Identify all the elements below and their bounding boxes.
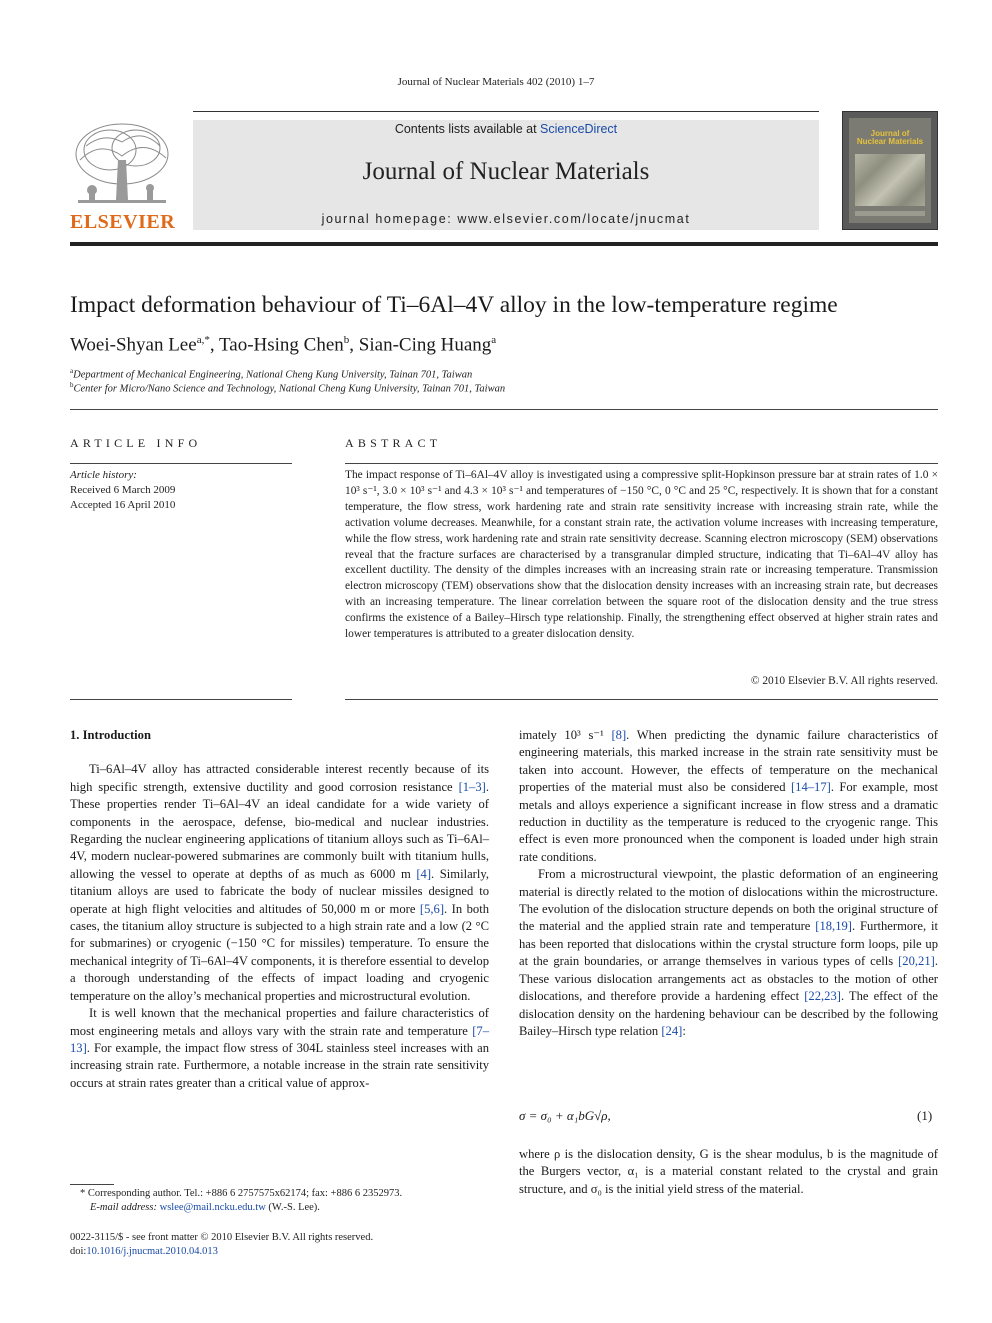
- issn-line: 0022-3115/$ - see front matter © 2010 Elsevier B.V. All rights reserved.: [70, 1232, 374, 1243]
- citation-link[interactable]: [1–3]: [458, 779, 486, 794]
- article-title: Impact deformation behaviour of Ti–6Al–4V alloy in the low-temperature regime: [70, 292, 838, 318]
- abstract-bottom-rule: [345, 699, 938, 700]
- email-footnote: E-mail address: wslee@mail.ncku.edu.tw (W.-S. Lee).: [90, 1202, 320, 1213]
- contents-line: [193, 122, 819, 136]
- paragraph: It is well known that the mechanical properties and failure characteristics of most engineering metals and alloys vary with the strain rate and temperature [7–13]. For example, the impact flow stress of 304L stainless steel increases with an increasing strain rate. Furthermore, a notable increase in the strain rate sensitivity occurs at strain rates greater than a critical value of approx-: [70, 1006, 489, 1090]
- citation-link[interactable]: [4]: [416, 866, 432, 881]
- article-history: [70, 468, 292, 513]
- left-column: [70, 727, 489, 1092]
- author-list: Woei-Shyan Lee$^{a,*}$, Tao-Hsing Chen$^b$, Sian-Cing Huang$^a$: [70, 334, 497, 356]
- equation: σ = σ₀ + α₁bG√ρ,: [519, 1108, 611, 1123]
- author-name[interactable]: Tao-Hsing Chen: [219, 334, 344, 356]
- abstract-text: The impact response of Ti–6Al–4V alloy is investigated using a compressive split-Hopkinson pressure bar at strain rates of 1.0 × 10³ s⁻¹, 3.0 × 10³ s⁻¹ and 4.3 × 10³ s⁻¹ and temperatures of −150 °C, 0 °C and 25 °C, respectively. It is shown that for a constant temperature, the flow stress, work hardening rate and strain rate sensitivity increase with increasing strain rate, while the activation volume decreases. Meanwhile, for a constant strain rate, the activation volume increases with increasing temperature, while the flow stress, work hardening rate and strain rate sensitivity decrease. Scanning electron microscopy (SEM) observations reveal that the fracture surfaces are characterised by a transgranular dimpled structure, indicating that Ti–6Al–4V alloy has excellent ductility. The density of the dimples increases with an increasing strain rate or increasing temperature. Transmission electron microscopy (TEM) observations show that the dislocation density increases with an increasing strain rate, but decreases with an increasing temperature. The linear correlation between the square root of the dislocation density and the true stress confirms the existence of a Bailey–Hirsch type relationship. Finally, the strengthening effect observed at higher strain rates and lower temperatures is attributed to a greater dislocation density.: [345, 469, 938, 641]
- author-name[interactable]: Woei-Shyan Lee: [70, 334, 197, 356]
- elsevier-wordmark: ELSEVIER: [70, 211, 176, 233]
- author-mark: b: [343, 334, 350, 346]
- header-rule: [193, 111, 819, 112]
- citation-link[interactable]: [5,6]: [419, 901, 445, 916]
- affiliation: $^a$Department of Mechanical Engineering, National Cheng Kung University, Tainan 701, Taiwan: [70, 367, 473, 381]
- citation-link[interactable]: [18,19]: [815, 919, 852, 934]
- cover-image: [855, 154, 925, 206]
- article-info-rule: [70, 463, 292, 464]
- citation-link[interactable]: [7–13]: [70, 1023, 489, 1055]
- contents-prefix: Contents lists available at: [394, 122, 541, 136]
- received-date: Received 6 March 2009: [70, 484, 176, 496]
- paragraph: imately 10³ s⁻¹ [8]. When predicting the dynamic failure characteristics of engineering materials, this marked increase in the strain rate sensitivity must be taken into account. However, the effects of temperature on the mechanical properties of the material must also be considered [14–17]. For example, most metals and alloys experience a significant increase in flow stress and a dramatic reduction in ductility as the temperature is reduced to the cryogenic range. This effect is even more pronounced when the component is loaded under high strain rate conditions.: [519, 728, 938, 864]
- citation-link[interactable]: [8]: [611, 728, 627, 742]
- abstract-heading: ABSTRACT: [345, 436, 442, 450]
- paragraph: Ti–6Al–4V alloy has attracted considerable interest recently because of its high specific strength, extensive ductility and good corrosion resistance [1–3]. These properties render Ti–6Al–4V an ideal candidate for a wide variety of components in the aerospace, defense, bio-medical and nuclear industries. Regarding the nuclear engineering applications of titanium alloys such as Ti–6Al–4V, modern nuclear-powered submarines are commonly built with titanium hulls, allowing the vessel to operate at depths of as much as 6000 m [4]. Similarly, titanium alloys are used to fabricate the body of nuclear missiles designed to operate at high flight velocities and altitudes of 50,000 m or more [5,6]. In both cases, the titanium alloy structure is subjected to a high strain rate and a low (2 °C for submarines) or cryogenic (−150 °C for missiles) temperature. To ensure the mechanical integrity of Ti–6Al–4V components, it is therefore essential to develop a thorough understanding of the effects of impact loading and cryogenic temperature on the alloy’s mechanical properties and microstructural evolution.: [70, 762, 490, 1003]
- citation-link[interactable]: [24]: [661, 1023, 683, 1038]
- paragraph: From a microstructural viewpoint, the plastic deformation of an engineering material is directly related to the motion of dislocations within the microstructure. The evolution of the dislocation structure depends on both the original structure of the material and the applied strain rate and temperature [18,19]. Furthermore, it has been reported that dislocations within the crystal structure form loops, pile up at the grain boundaries, or arrange themselves in various types of cells [20,21]. These various dislocation arrangements act as obstacles to the motion of other dislocations, and therefore provide a hardening effect [22,23]. The effect of the dislocation density on the hardening behaviour can be described by the following Bailey–Hirsch type relation [24]:: [519, 867, 938, 1038]
- right-column: [519, 727, 938, 1040]
- article-info-heading: ARTICLE INFO: [70, 436, 202, 450]
- header-thick-rule: [70, 242, 938, 246]
- doi-line: doi:10.1016/j.jnucmat.2010.04.013: [70, 1246, 218, 1257]
- section-heading: 1. Introduction: [70, 728, 151, 742]
- equation-number: (1): [917, 1108, 933, 1123]
- right-column-continued: [519, 1146, 938, 1198]
- sciencedirect-link[interactable]: ScienceDirect: [540, 122, 618, 136]
- affiliation: $^b$Center for Micro/Nano Science and Technology, National Cheng Kung University, Tainan 701, Taiwan: [70, 381, 506, 395]
- citation-link[interactable]: [22,23]: [804, 989, 841, 1004]
- journal-cover: [842, 111, 938, 230]
- section-rule: [70, 409, 938, 410]
- journal-homepage[interactable]: journal homepage: www.elsevier.com/locate/jnucmat: [321, 212, 691, 226]
- author-name[interactable]: Sian-Cing Huang: [358, 334, 492, 356]
- journal-banner: [193, 120, 819, 230]
- cover-title: Journal of Nuclear Materials: [856, 129, 924, 147]
- email-link[interactable]: wslee@mail.ncku.edu.tw: [159, 1202, 266, 1213]
- running-head: Journal of Nuclear Materials 402 (2010) 1–7: [397, 76, 595, 88]
- accepted-date: Accepted 16 April 2010: [70, 499, 176, 511]
- author-mark: a: [491, 334, 497, 346]
- article-info-bottom-rule: [70, 699, 292, 700]
- tree-icon: [70, 120, 174, 210]
- elsevier-logo: [70, 120, 174, 232]
- corresponding-footnote: * Corresponding author. Tel.: +886 6 2757575x62174; fax: +886 6 2352973.: [80, 1188, 403, 1199]
- doi-link[interactable]: 10.1016/j.jnucmat.2010.04.013: [86, 1246, 218, 1257]
- footnote-rule: [70, 1184, 114, 1185]
- citation-link[interactable]: [14–17]: [790, 780, 831, 795]
- cover-band: [855, 211, 925, 216]
- author-mark: a,*: [196, 334, 210, 346]
- citation-link[interactable]: [20,21]: [898, 954, 935, 969]
- abstract-rule: [345, 463, 938, 464]
- journal-title: Journal of Nuclear Materials: [362, 158, 650, 185]
- paragraph: where ρ is the dislocation density, G is the shear modulus, b is the magnitude of the Burgers vector, α₁ is a material constant related to the crystal and grain structure, and σ₀ is the initial yield stress of the material.: [519, 1147, 938, 1196]
- history-label: Article history:: [70, 469, 137, 481]
- abstract-copyright: © 2010 Elsevier B.V. All rights reserved.: [750, 675, 938, 687]
